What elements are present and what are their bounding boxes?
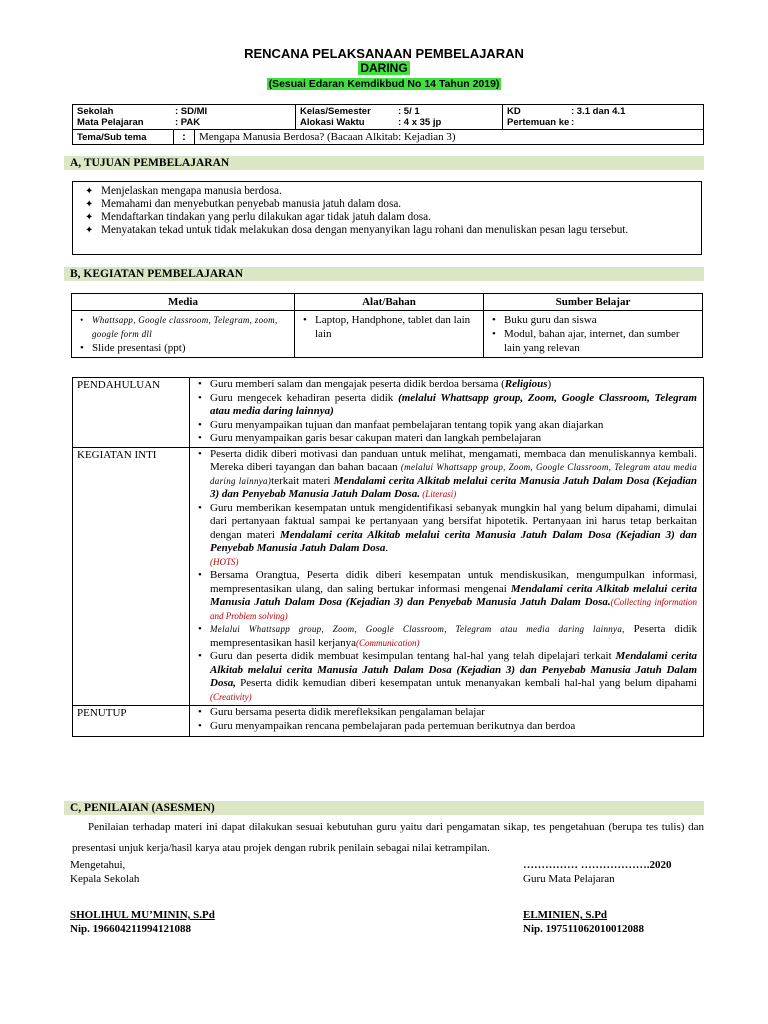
skill-tag: (Communication) — [356, 637, 420, 648]
mapel-label: Mata Pelajaran — [77, 117, 144, 128]
class-cell — [296, 105, 503, 130]
skill-tag: (Creativity) — [210, 691, 252, 702]
objective-item — [73, 224, 695, 237]
step-emphasis: Mendalami cerita Alkitab melalui cerita Manusia Jatuh Dalam Dosa (Kejadian 3) dan Penyebab Manusia Jatuh Dalam Dosa, — [210, 650, 697, 689]
step-text: Guru mengecek kehadiran peserta didik — [210, 391, 399, 404]
learning-steps-table — [72, 377, 704, 737]
media-header: Media — [72, 294, 295, 311]
step-item — [194, 378, 697, 392]
source-item: • Modul, bahan ajar, internet, dan sumber lain yang relevan — [488, 327, 698, 355]
sources-header: Sumber Belajar — [484, 294, 703, 311]
inti-content — [190, 447, 704, 706]
sekolah-label: Sekolah — [77, 106, 114, 117]
step-media-note: (melalui Whattsapp group, Zoom, Google Classroom, Telegram atau media daring lainnya) — [210, 462, 697, 486]
objective-text: Mendaftarkan tindakan yang perlu dilakukan agar tidak jatuh dalam dosa. — [101, 211, 431, 223]
objective-text: Memahami dan menyebutkan penyebab manusia jatuh dalam dosa. — [101, 198, 402, 210]
kd-value: : 3.1 dan 4.1 — [571, 106, 626, 117]
teacher-name: ELMINIEN, S.Pd — [523, 909, 608, 921]
skill-tag: (HOTS) — [210, 556, 239, 567]
step-text: Peserta didik kemudian diberi kesempatan untuk menanyakan kembali hal-hal yang belum dipahami — [235, 677, 697, 689]
step-item — [194, 448, 697, 502]
step-item — [194, 392, 697, 419]
cross-star-icon: ✦ — [85, 212, 94, 223]
section-c-heading: C, PENILAIAN (ASESMEN) — [64, 801, 704, 815]
regulation-note — [0, 78, 768, 90]
objective-item — [73, 185, 695, 198]
document-subtitle — [0, 61, 768, 75]
step-text: ) — [547, 378, 552, 390]
step-emphasis: Mendalami cerita Alkitab melalui cerita Manusia Jatuh Dalam Dosa (Kejadian 3) dan Penyebab Manusia Jatuh Dalam Dosa. — [210, 582, 697, 608]
section-b-heading: B, KEGIATAN PEMBELAJARAN — [64, 267, 704, 281]
document-title: RENCANA PELAKSANAAN PEMBELAJARAN — [244, 46, 524, 61]
sources-cell — [484, 311, 703, 358]
media-item: • Slide presentasi (ppt) — [76, 341, 290, 355]
step-emphasis: Mendalami cerita Alkitab melalui cerita Manusia Jatuh Dalam Dosa (Kejadian 3) dan Penyebab Manusia Jatuh Dalam Dosa — [210, 528, 697, 554]
step-item — [194, 623, 697, 650]
identity-table — [72, 104, 704, 130]
note-highlight: (Sesuai Edaran Kemdikbud No 14 Tahun 2019) — [268, 78, 500, 90]
step-emphasis: (melalui Whattsapp group, Zoom, Google Classroom, Telegram atau media daring lainnya) — [210, 391, 697, 417]
step-item — [194, 650, 697, 704]
alokasi-value: : 4 x 35 jp — [398, 117, 442, 128]
step-text: Guru memberikan kesempatan untuk mengidentifikasi sebanyak mungkin hal yang belum dipahami, dimulai dari pertanyaan faktual sampai ke pertanyaan yang bersifat hipotetik. Pertanyaan ini harus tetap berkaitan dengan materi — [210, 501, 697, 541]
step-item: • Guru menyampaikan tujuan dan manfaat pembelajaran tentang topik yang akan diajarkan — [194, 419, 697, 433]
mapel-value: : PAK — [175, 117, 201, 128]
kd-cell — [503, 105, 704, 130]
pertemuan-value: : — [571, 117, 575, 128]
objectives-box — [72, 181, 702, 255]
tools-cell — [295, 311, 484, 358]
alokasi-label: Alokasi Waktu — [300, 117, 365, 128]
teacher-identity — [523, 908, 644, 936]
cross-star-icon: ✦ — [85, 225, 94, 236]
objectives-list — [73, 185, 701, 237]
objective-text: Menyatakan tekad untuk tidak melakukan dosa dengan menyanyikan lagu rohani dan menuliskan pesan lagu tersebut. — [101, 224, 629, 236]
step-text: Guru memberi salam dan mengajak peserta didik berdoa bersama ( — [210, 378, 505, 390]
skill-tag: (Collecting information and Problem solving) — [210, 597, 698, 621]
kelas-value: : 5/ 1 — [398, 106, 420, 117]
step-item: • Guru menyampaikan rencana pembelajaran pada pertemuan berikutnya dan berdoa — [194, 720, 697, 734]
step-item — [194, 569, 697, 623]
tema-colon: : — [174, 130, 195, 145]
teacher-nip: Nip. 197511062010012088 — [523, 923, 645, 935]
step-text: Peserta didik mempresentasikan hasil kerjanya — [210, 623, 697, 649]
step-item: • Guru bersama peserta didik merefleksikan pengalaman belajar — [194, 706, 697, 720]
pendahuluan-content — [190, 378, 704, 448]
pendahuluan-label: PENDAHULUAN — [73, 378, 190, 448]
cross-star-icon: ✦ — [85, 199, 94, 210]
step-item — [194, 502, 697, 570]
step-emphasis: Mendalami cerita Alkitab melalui cerita Manusia Jatuh Dalam Dosa (Kejadian 3) dan Penyebab Manusia Jatuh Dalam Dosa. — [210, 474, 698, 500]
section-a-heading: A, TUJUAN PEMBELAJARAN — [64, 156, 704, 170]
tools-item: • Laptop, Handphone, tablet dan lain lain — [299, 313, 479, 341]
step-media-note: Melalui Whattsapp group, Zoom, Google Classroom, Telegram atau media daring lainnya, — [210, 624, 625, 634]
step-text: Bersama Orangtua, Peserta didik diberi kesempatan untuk mendiskusikan, mengumpulkan informasi, mempresentasikan ulang, dan saling bertukar informasi mengenai — [210, 569, 697, 595]
media-item: • Whattsapp, Google classroom, Telegram, zoom, google form dll — [76, 313, 290, 341]
step-text: . — [385, 542, 389, 554]
assessment-text: Penilaian terhadap materi ini dapat dilakukan sesuai kebutuhan guru yaitu dari pengamatan sikap, tes pengetahuan (berupa tes tulis) dan presentasi unjuk kerja/hasil karya atau projek dengan rubrik penilain sebagai nilai ketrampilan. — [72, 821, 704, 854]
skill-tag: (Literasi) — [419, 489, 457, 499]
step-text: Peserta didik diberi motivasi dan panduan untuk melihat, mengamati, membaca dan menuliskannya kembali. Mereka diberi tayangan dan bahan bacaan — [210, 447, 697, 473]
source-item: • Buku guru dan siswa — [488, 313, 698, 327]
teacher-role: Guru Mata Pelajaran — [523, 873, 615, 885]
kelas-label: Kelas/Semester — [300, 106, 371, 117]
objective-item — [73, 211, 695, 224]
inti-label: KEGIATAN INTI — [73, 447, 190, 706]
objective-item — [73, 198, 695, 211]
principal-nip: Nip. 196604211994121088 — [70, 923, 192, 935]
pertemuan-label: Pertemuan ke — [507, 117, 570, 128]
step-text: terkait materi — [271, 474, 334, 487]
tema-value: Mengapa Manusia Berdosa? (Bacaan Alkitab: Kejadian 3) — [195, 130, 704, 145]
kd-label: KD — [507, 106, 521, 117]
objective-text: Menjelaskan mengapa manusia berdosa. — [101, 185, 282, 197]
principal-role: Kepala Sekolah — [70, 873, 140, 885]
subtitle-highlight: DARING — [360, 61, 408, 75]
principal-name: SHOLIHUL MU’MININ, S.Pd — [70, 909, 215, 921]
principal-identity — [70, 908, 215, 936]
tema-label: Tema/Sub tema — [73, 130, 174, 145]
character-tag: Religious — [504, 378, 548, 390]
acknowledged-label: Mengetahui, — [70, 859, 126, 871]
media-cell — [72, 311, 295, 358]
principal-signature-block — [70, 858, 139, 886]
penutup-content — [190, 706, 704, 737]
sekolah-value: : SD/MI — [175, 106, 208, 117]
cross-star-icon: ✦ — [85, 186, 94, 197]
date-line: …………… ……………….2020 — [523, 859, 672, 871]
step-text: Guru dan peserta didik membuat kesimpulan tentang hal-hal yang telah dipelajari terkait — [210, 650, 616, 662]
step-item: • Guru menyampaikan garis besar cakupan materi dan langkah pembelajaran — [194, 432, 697, 446]
teacher-signature-block — [523, 858, 672, 886]
penutup-label: PENUTUP — [73, 706, 190, 737]
resources-table — [71, 293, 703, 358]
tools-header: Alat/Bahan — [295, 294, 484, 311]
school-cell — [73, 105, 296, 130]
theme-table — [72, 129, 704, 145]
